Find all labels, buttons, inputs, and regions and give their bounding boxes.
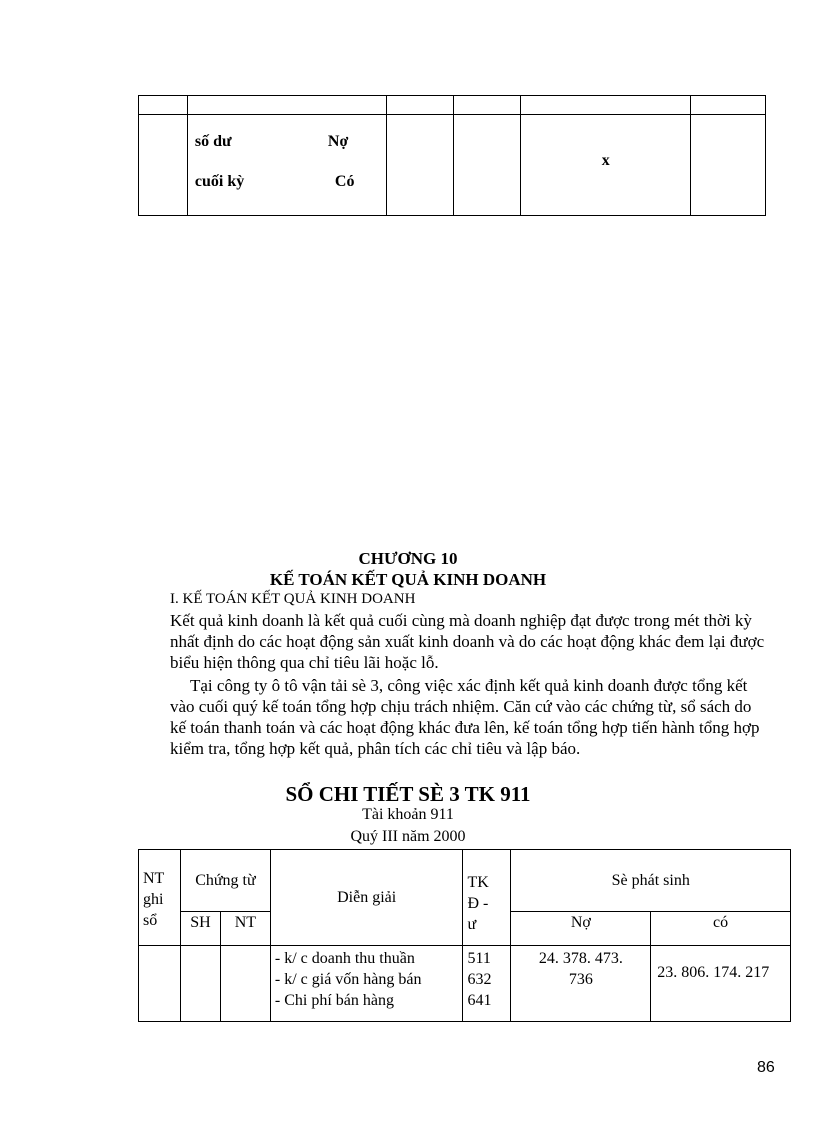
section-heading: I. KẾ TOÁN KẾT QUẢ KINH DOANH [170,591,416,607]
mark-cell [521,115,691,216]
cell-sh [180,946,220,1022]
header-so: sổ [143,912,158,929]
ending-balance-label-line-2: cuối kỳ [194,173,245,190]
ledger-period: Quý III năm 2000 [350,828,466,845]
account-code: 632 [467,971,492,988]
header-credit: có [651,912,791,946]
description-line: - k/ c giá vốn hàng bán [274,971,422,988]
header-d: Đ - [467,895,489,912]
header-u: ư [467,916,477,933]
description-line: - Chi phí bán hàng [274,992,394,1009]
description-line: - k/ c doanh thu thuần [274,950,415,967]
empty-cell [454,115,521,216]
header-sh: SH [180,912,220,946]
header-tk-du [463,850,511,946]
ending-balance-label-cell [187,115,386,216]
debit-amount: 24. 378. 473. 736 [511,946,651,1022]
empty-cell [139,115,188,216]
chapter-title: KẾ TOÁN KẾT QUẢ KINH DOANH [269,570,547,589]
empty-cell [139,96,188,115]
header-so-phat-sinh: Sè phát sinh [511,850,791,912]
cell-nt [220,946,270,1022]
paragraph-1: Kết quả kinh doanh là kết quả cuối cùng mà doanh nghiệp đạt được trong mét thời kỳ nhất định do các hoạt động sản xuất kinh doanh và do các hoạt động khác đem lại được biểu hiện thông qua chỉ tiêu lãi hoặc lỗ. [170,611,765,672]
empty-cell [691,115,766,216]
empty-cell [187,96,386,115]
cell-descriptions [270,946,463,1022]
chapter-number: CHƯƠNG 10 [358,549,458,568]
header-nt: NT [143,870,165,887]
account-code: 511 [467,950,491,967]
page-number: 86 [757,1059,775,1076]
empty-cell [521,96,691,115]
ledger-account: Tài khoản 911 [362,806,454,823]
ending-balance-label-line-1: số dư [194,133,232,150]
ledger-title: SỔ CHI TIẾT SÈ 3 TK 911 [285,782,531,806]
balance-table [138,95,766,216]
paragraph-2: Tại công ty ô tô vận tải sè 3, công việc xác định kết quả kinh doanh được tổng kết vào cuối quý kế toán tổng hợp chịu trách nhiệm. Căn cứ vào các chứng từ, sổ sách do kế toán thanh toán và các hoạt động khác đưa lên, kế toán tổng hợp tiến hành tổng hợp kiểm tra, tổng hợp kết quả, phân tích các chỉ tiêu và lập báo. [170,676,760,758]
header-nt-ghi-so [139,850,181,946]
header-nt-date: NT [220,912,270,946]
empty-cell [386,96,454,115]
header-dien-giai: Diễn giải [270,850,463,946]
header-ghi: ghi [143,891,164,908]
x-mark: x [601,152,610,169]
ledger-table [138,849,791,1022]
empty-cell [386,115,454,216]
cell-date [139,946,181,1022]
cell-accounts [463,946,511,1022]
header-tk: TK [467,874,489,891]
credit-amount: 23. 806. 174. 217 [651,946,791,1022]
credit-side-label: Có [334,173,355,190]
debit-side-label: Nợ [327,133,349,150]
header-chung-tu: Chứng từ [180,850,270,912]
header-debit: Nợ [511,912,651,946]
empty-cell [454,96,521,115]
account-code: 641 [467,992,492,1009]
empty-cell [691,96,766,115]
